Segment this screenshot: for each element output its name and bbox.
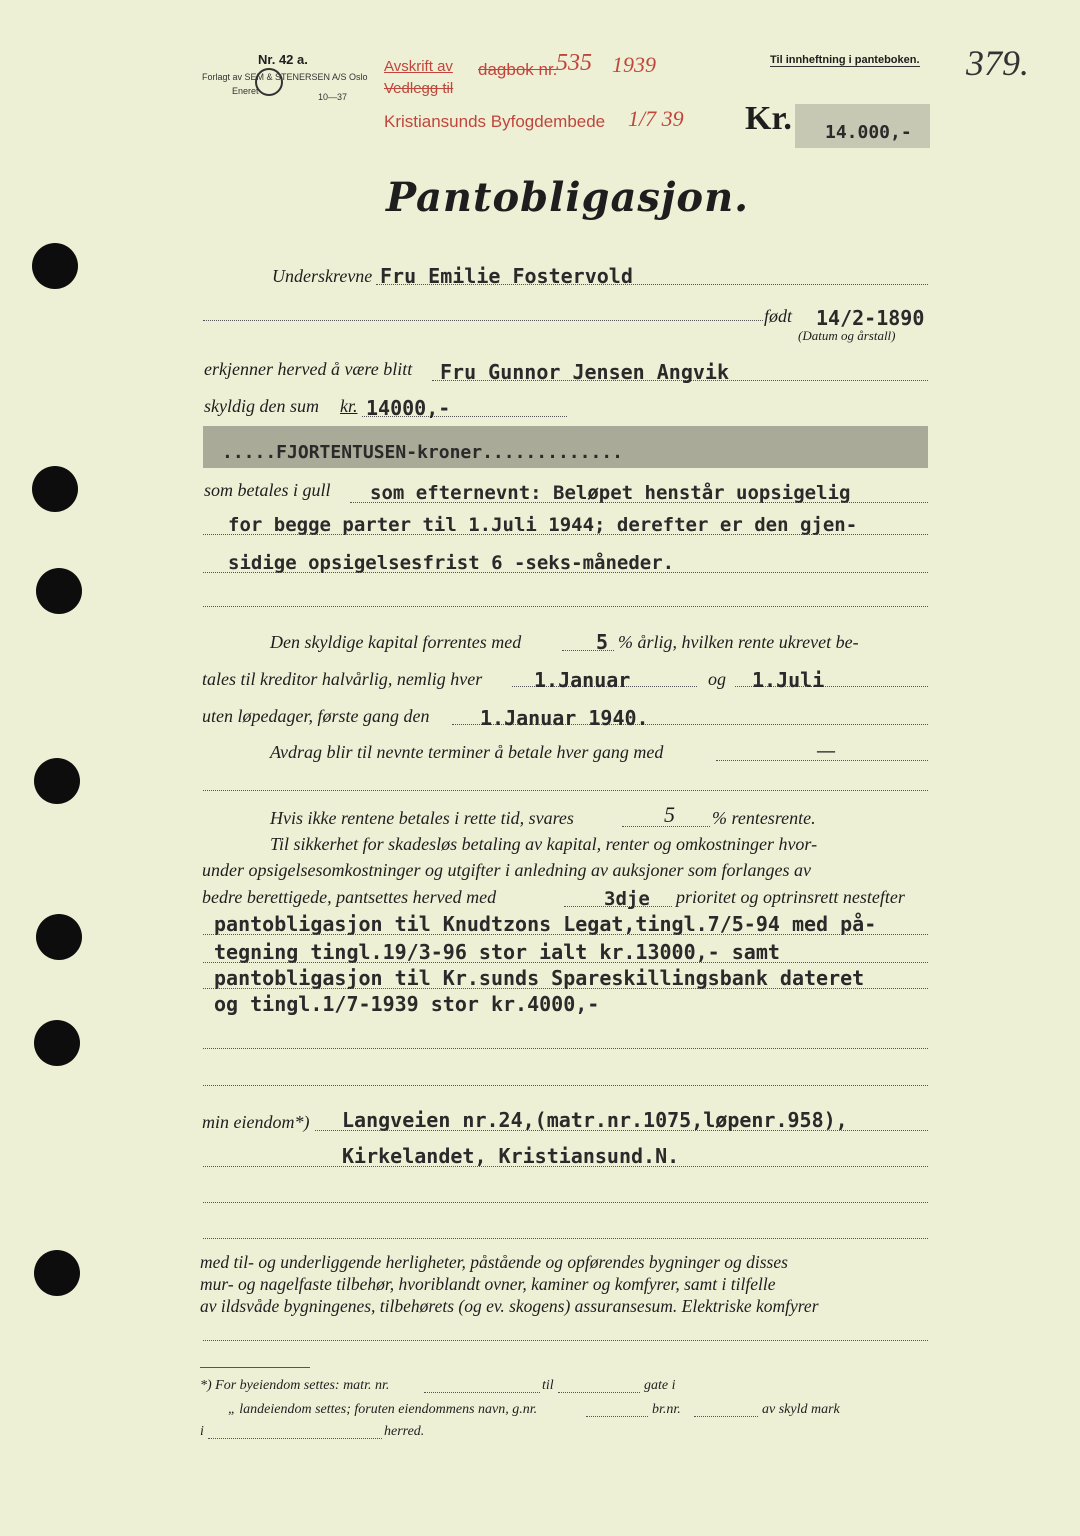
tales-label: tales til kreditor halvårlig, nemlig hver — [202, 669, 483, 689]
hvis-label: Hvis ikke rentene betales i rette tid, svares — [270, 808, 574, 828]
kr-label: Kr. — [745, 100, 792, 137]
blank-line-5 — [203, 1085, 928, 1086]
blank-line-4 — [203, 1048, 928, 1049]
blank-line-7 — [203, 1238, 928, 1239]
binder-hole-5 — [36, 914, 82, 960]
undersk-value: Fru Emilie Fostervold — [380, 264, 633, 288]
footnote-3a: i — [200, 1424, 204, 1439]
blank-line-2 — [203, 606, 928, 607]
prior-line-3: pantobligasjon til Kr.sunds Spareskillingsbank dateret — [214, 966, 865, 990]
bedre-value: 3dje — [604, 888, 650, 910]
sikk-line-1: Til sikkerhet for skadesløs betaling av kapital, renter og omkostninger hvor- — [270, 834, 818, 854]
eiendom-line-1: Langveien nr.24,(matr.nr.1075,løpenr.958), — [342, 1108, 848, 1132]
footnote-1-dots-a — [424, 1392, 540, 1393]
publisher-logo — [255, 68, 283, 96]
crossed-avskrift: Avskrift av — [384, 58, 453, 75]
footnote-2a: „ landeiendom settes; foruten eiendommens navn, g.nr. — [228, 1402, 538, 1417]
prior-rule-2 — [203, 962, 928, 963]
lope-label: uten løpedager, første gang den — [202, 706, 430, 726]
terms-rule-3 — [203, 572, 928, 573]
binder-hole-2 — [32, 466, 78, 512]
rente-pct: 5 — [596, 630, 609, 654]
footnote-3-dots — [208, 1438, 382, 1439]
form-date: 10—37 — [318, 92, 348, 102]
prior-rule-1 — [203, 934, 928, 935]
dagbok-year: 1939 — [612, 52, 656, 77]
form-number: Nr. 42 a. — [258, 52, 308, 67]
footnote-rule — [200, 1367, 310, 1368]
tales-date-2: 1.Juli — [752, 668, 825, 692]
rente-label: Den skyldige kapital forrentes med — [270, 632, 522, 652]
footnote-2b: br.nr. — [652, 1402, 681, 1417]
binder-hole-1 — [32, 243, 78, 289]
terms-line-3: sidige opsigelsesfrist 6 -seks-måneder. — [228, 552, 675, 574]
med-line-1: med til- og underliggende herligheter, påstående og opførendes bygninger og disses — [200, 1252, 788, 1272]
betales-label: som betales i gull — [204, 480, 331, 500]
publisher-line: Forlagt av SEM & STENERSEN A/S Oslo — [202, 72, 368, 82]
bedre-label: bedre berettigede, pantsettes herved med — [202, 887, 497, 907]
med-line-2: mur- og nagelfaste tilbehør, hvoriblandt ovner, kaminer og komfyrer, samt i tilfelle — [200, 1274, 776, 1294]
publisher-eneret: Eneret — [232, 86, 259, 96]
blank-line-3 — [203, 790, 928, 791]
eiendom-line-2: Kirkelandet, Kristiansund.N. — [342, 1144, 680, 1168]
amount-words: .....FJORTENTUSEN-kroner............. — [222, 442, 623, 463]
hvis-value: 5 — [664, 802, 675, 827]
court-date: 1/7 39 — [628, 106, 684, 131]
eiendom-label: min eiendom*) — [202, 1112, 310, 1132]
bedre-rest: prioritet og optrinsrett nestefter — [676, 887, 905, 907]
top-note: Til innheftning i panteboken. — [770, 54, 920, 66]
terms-rule-2 — [203, 534, 928, 535]
lope-date: 1.Januar 1940. — [480, 706, 649, 730]
skyldig-value: 14000,- — [366, 396, 451, 420]
footnote-1c: gate i — [644, 1378, 676, 1393]
prior-line-1: pantobligasjon til Knudtzons Legat,tingl.7/5-94 med på- — [214, 912, 877, 936]
fodt-hint: (Datum og årstall) — [798, 328, 896, 343]
terms-line-2: for begge parter til 1.Juli 1944; derefter er den gjen- — [228, 514, 858, 536]
erkj-value: Fru Gunnor Jensen Angvik — [440, 360, 729, 384]
dagbok-label: dagbok nr. — [478, 60, 558, 79]
eiendom-rule-2 — [203, 1166, 928, 1167]
footnote-2-dots-a — [586, 1416, 648, 1417]
prior-rule-3 — [203, 988, 928, 989]
page-number: 379. — [966, 43, 1029, 83]
tales-og: og — [708, 669, 726, 689]
kr-amount: 14.000,- — [825, 122, 912, 143]
binder-hole-6 — [34, 1020, 80, 1066]
tales-date-1: 1.Januar — [534, 668, 631, 692]
footnote-1a: *) For byeiendom settes: matr. nr. — [200, 1378, 390, 1393]
dagbok-number: 535 — [556, 50, 592, 76]
footnote-2-dots-b — [694, 1416, 758, 1417]
hvis-rest: % rentesrente. — [712, 808, 816, 828]
footnote-2c: av skyld mark — [762, 1402, 840, 1417]
kr-amount-box — [795, 104, 930, 148]
footnote-1b: til — [542, 1378, 554, 1393]
fodt-value: 14/2-1890 — [816, 306, 925, 330]
crossed-vedlegg: Vedlegg til — [384, 80, 454, 97]
rente-rest: % årlig, hvilken rente ukrevet be- — [618, 632, 859, 652]
court-name: Kristiansunds Byfogdembede — [384, 112, 606, 131]
avdrag-label: Avdrag blir til nevnte terminer å betale hver gang med — [270, 742, 664, 762]
binder-hole-3 — [36, 568, 82, 614]
fodt-label: født — [764, 306, 793, 326]
footnote-3b: herred. — [384, 1424, 425, 1439]
terms-rule-1 — [350, 502, 928, 503]
skyldig-label: skyldig den sum — [204, 396, 319, 416]
skyldig-kr: kr. — [340, 396, 358, 416]
erkj-label: erkjenner herved å være blitt — [204, 359, 413, 379]
blank-line-6 — [203, 1202, 928, 1203]
terms-line-1: som efternevnt: Beløpet henstår uopsigelig — [370, 482, 851, 504]
footnote-1-dots-b — [558, 1392, 640, 1393]
blank-line-8 — [203, 1340, 928, 1341]
eiendom-rule-1 — [315, 1130, 928, 1131]
blank-line-1 — [203, 320, 763, 321]
prior-line-2: tegning tingl.19/3-96 stor ialt kr.13000,- samt — [214, 940, 780, 964]
document-title: Pantobligasjon. — [386, 174, 750, 221]
prior-line-4: og tingl.1/7-1939 stor kr.4000,- — [214, 992, 600, 1016]
sikk-line-2: under opsigelsesomkostninger og utgifter i anledning av auksjoner som forlanges av — [202, 860, 811, 880]
avdrag-value: — — [816, 738, 836, 762]
binder-hole-7 — [34, 1250, 80, 1296]
undersk-label: Underskrevne — [272, 266, 373, 286]
med-line-3: av ildsvåde bygningenes, tilbehørets (og ev. skogens) assuransesum. Elektriske komfyrer — [200, 1296, 819, 1316]
binder-hole-4 — [34, 758, 80, 804]
